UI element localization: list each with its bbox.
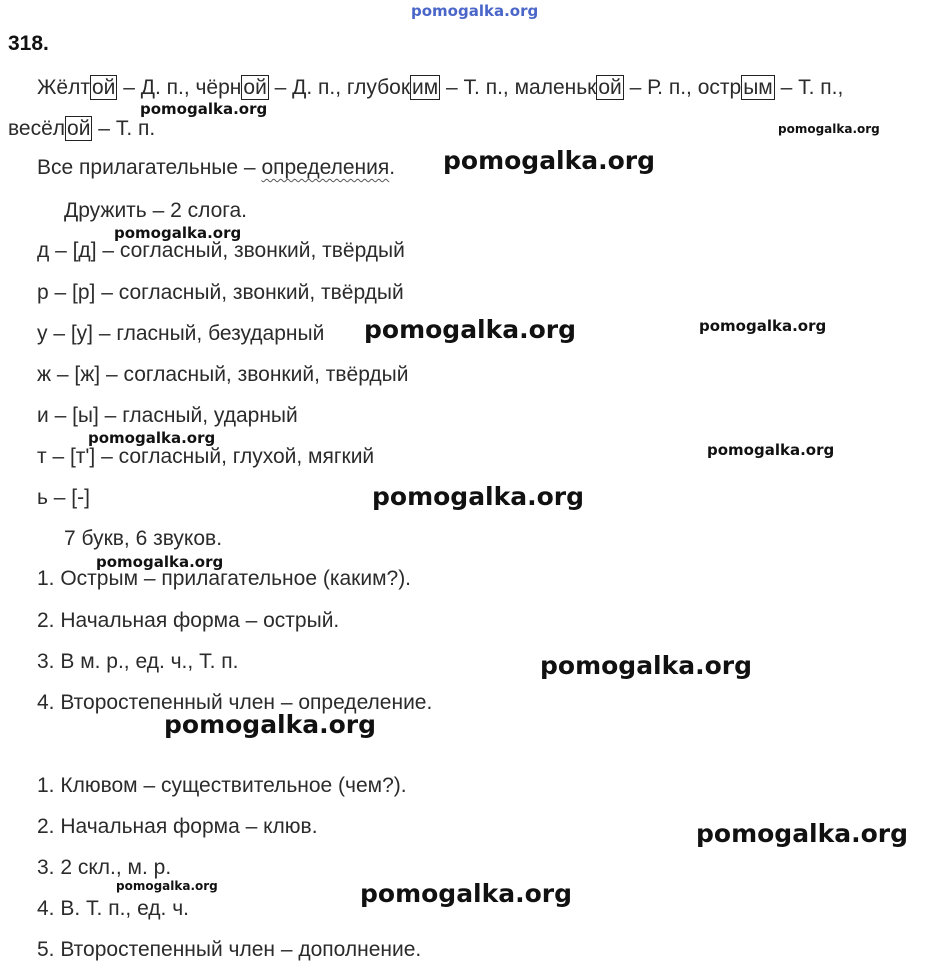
analysis-item: 2. Начальная форма – клюв. (37, 815, 318, 838)
boxed-ending: ой (598, 76, 622, 99)
text-segment: весёл (8, 117, 66, 140)
cases-line (37, 75, 843, 101)
phonetic-line: и – [ы] – гласный, ударный (37, 404, 298, 427)
analysis-item: 4. В. Т. п., ед. ч. (37, 897, 189, 920)
phonetic-line: у – [у] – гласный, безударный (37, 322, 325, 345)
text-segment: – Д. п., глубок (268, 76, 411, 99)
header-watermark: pomogalka.org (411, 2, 539, 20)
watermark: pomogalka.org (360, 879, 573, 908)
analysis-item: 5. Второстепенный член – дополнение. (37, 938, 422, 961)
phonetic-line: р – [р] – согласный, звонкий, твёрдый (37, 281, 404, 304)
watermark: pomogalka.org (116, 879, 218, 893)
watermark: pomogalka.org (443, 146, 656, 175)
watermark: pomogalka.org (96, 553, 224, 571)
analysis-item: 1. Острым – прилагательное (каким?). (37, 567, 412, 590)
adjectives-suffix: . (389, 156, 396, 179)
watermark: pomogalka.org (114, 224, 242, 242)
analysis-item: 3. В м. р., ед. ч., Т. п. (37, 650, 239, 673)
watermark: pomogalka.org (164, 710, 377, 739)
watermark: pomogalka.org (699, 317, 827, 335)
underlined-word: определения (261, 156, 390, 179)
watermark: pomogalka.org (696, 819, 909, 848)
watermark: pomogalka.org (540, 651, 753, 680)
analysis-item: 1. Клювом – существительное (чем?). (37, 774, 407, 797)
text-segment: – Р. п., остр (623, 76, 742, 99)
boxed-ending: ым (743, 76, 773, 99)
watermark: pomogalka.org (364, 315, 577, 344)
watermark: pomogalka.org (140, 100, 268, 118)
analysis-item: 2. Начальная форма – острый. (37, 609, 340, 632)
text-segment: – Т. п., (774, 76, 844, 99)
watermark: pomogalka.org (88, 429, 216, 447)
phonetic-line: т – [т'] – согласный, глухой, мягкий (37, 445, 375, 468)
text-segment: – Т. п. (92, 117, 156, 140)
adjectives-prefix: Все прилагательные – (37, 156, 262, 179)
boxed-ending: ой (67, 117, 91, 140)
watermark: pomogalka.org (707, 441, 835, 459)
summary-line: 7 букв, 6 звуков. (64, 527, 223, 550)
text-segment: – Д. п., чёрн (117, 76, 242, 99)
phonetic-line: ь – [-] (37, 486, 90, 509)
cases-line-continued (8, 116, 155, 142)
phonetic-line: ж – [ж] – согласный, звонкий, твёрдый (37, 363, 409, 386)
boxed-ending: им (412, 76, 439, 99)
boxed-ending: ой (243, 76, 267, 99)
adjectives-line (37, 155, 395, 181)
boxed-ending: ой (91, 76, 116, 99)
watermark: pomogalka.org (372, 482, 585, 511)
text-segment: Жёлт (37, 76, 90, 99)
phonetic-line: д – [д] – согласный, звонкий, твёрдый (37, 239, 405, 262)
analysis-item: 3. 2 скл., м. р. (37, 856, 172, 879)
text-segment: – Т. п., маленьк (440, 76, 597, 99)
watermark: pomogalka.org (778, 122, 880, 136)
exercise-number: 318. (8, 32, 49, 55)
syllables-line: Дружить – 2 слога. (64, 199, 247, 222)
analysis-item: 4. Второстепенный член – определение. (37, 691, 433, 714)
